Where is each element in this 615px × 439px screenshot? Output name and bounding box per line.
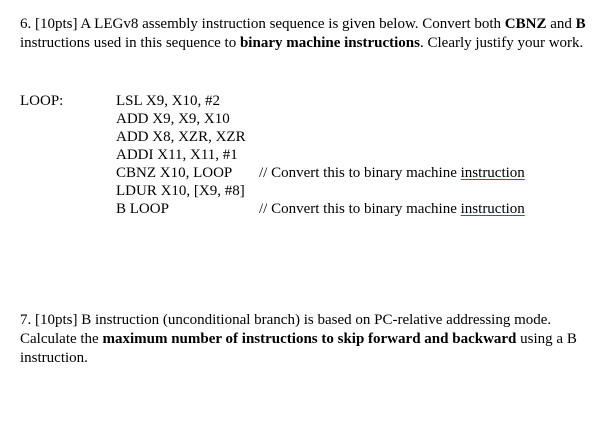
cbnz-comment xyxy=(259,164,525,183)
code-line-ldur: LDUR X10, [X9, #8] xyxy=(116,183,245,199)
q7-bold: maximum number of instructions to skip forward and backward xyxy=(102,331,517,347)
code-line-b: B LOOP xyxy=(116,201,169,217)
q6-binary-bold: binary machine instructions xyxy=(239,35,420,51)
q6-text-suffix: . Clearly justify your work. xyxy=(419,35,584,51)
question-7 xyxy=(20,311,600,368)
cbnz-comment-text: // Convert this to binary machine xyxy=(259,165,461,181)
code-line-add-1: ADD X9, X9, X10 xyxy=(116,111,230,127)
q7-text-suffix: using a B instruction. xyxy=(20,331,577,366)
q6-b-bold: B xyxy=(575,16,586,32)
q6-cbnz-bold: CBNZ xyxy=(504,16,547,32)
code-line-cbnz: CBNZ X10, LOOP xyxy=(116,165,233,181)
cbnz-comment-link: instruction xyxy=(460,165,525,181)
code-line-addi: ADDI X11, X11, #1 xyxy=(116,147,238,163)
q6-text-and: and xyxy=(546,16,576,32)
q6-text-mid: instructions used in this sequence to xyxy=(20,35,240,51)
q7-text-prefix: 7. [10pts] B instruction (unconditional branch) is based on PC-relative addressing mode. Calculate the xyxy=(20,312,552,347)
code-line-add-2: ADD X8, XZR, XZR xyxy=(116,129,246,145)
q6-text-prefix: 6. [10pts] A LEGv8 assembly instruction sequence is given below. Convert both xyxy=(20,16,505,32)
b-comment-link: instruction xyxy=(460,201,525,217)
loop-label: LOOP: xyxy=(20,93,64,109)
code-line-lsl: LSL X9, X10, #2 xyxy=(116,93,221,109)
b-comment xyxy=(259,200,525,219)
question-6 xyxy=(20,15,600,53)
b-comment-text: // Convert this to binary machine xyxy=(259,201,461,217)
